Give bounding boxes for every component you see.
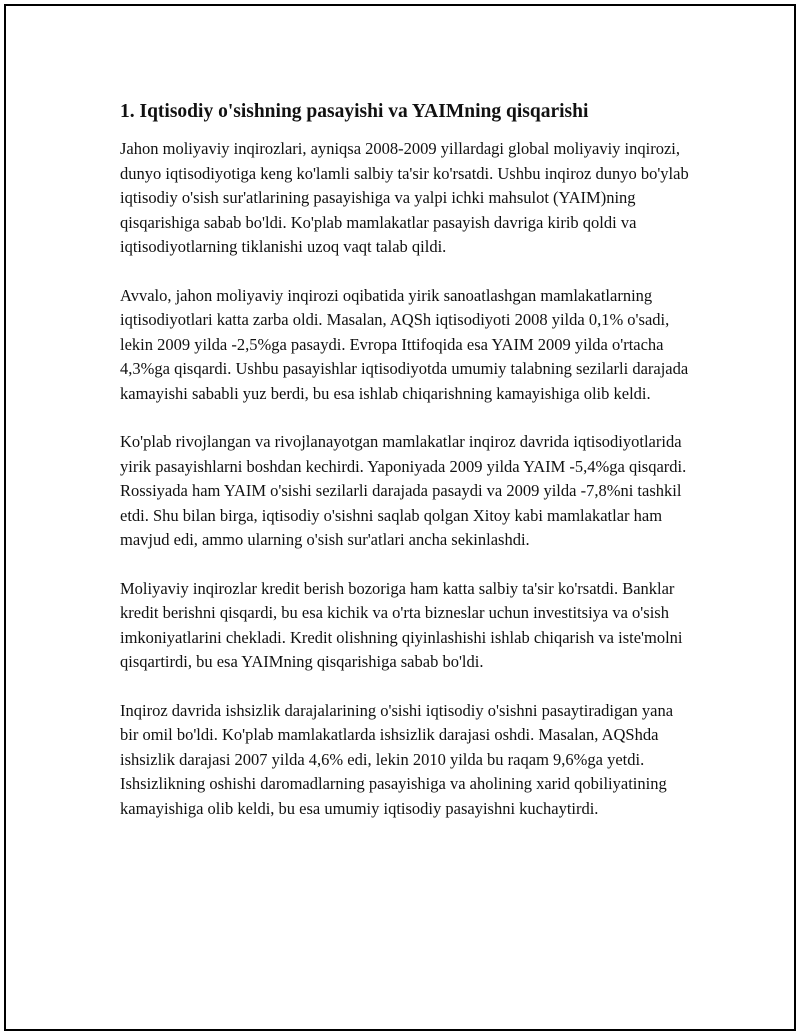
paragraph-3: Ko'plab rivojlangan va rivojlanayotgan mamlakatlar inqiroz davrida iqtisodiyotlarida yirik pasayishlarni boshdan kechirdi. Yaponiyada 2009 yilda YAIM -5,4%ga qisqardi. Rossiyada ham YAIM o'sishi sezilarli darajada pasaydi va 2009 yilda -7,8%ni tashkil etdi. Shu bilan birga, iqtisodiy o'sishni saqlab qolgan Xitoy kabi mamlakatlar ham mavjud edi, ammo ularning o'sish sur'atlari ancha sekinlashdi. <box>120 432 687 549</box>
document-body <box>120 98 692 845</box>
paragraph-2: Avvalo, jahon moliyaviy inqirozi oqibatida yirik sanoatlashgan mamlakatlarning iqtisodiyotlari katta zarba oldi. Masalan, AQSh iqtisodiyoti 2008 yilda 0,1% o'sadi, lekin 2009 yilda -2,5%ga pasaydi. Evropa Ittifoqida esa YAIM 2009 yilda o'rtacha 4,3%ga qisqardi. Ushbu pasayishlar iqtisodiyotda umumiy talabning sezilarli darajada kamayishi sababli yuz berdi, bu esa ishlab chiqarishning kamayishiga olib keldi. <box>120 285 689 403</box>
section-heading: 1. Iqtisodiy o'sishning pasayishi va YAIMning qisqarishi <box>120 101 589 122</box>
document-page <box>4 4 796 1031</box>
paragraph-5: Inqiroz davrida ishsizlik darajalarining o'sishi iqtisodiy o'sishni pasaytiradigan yana bir omil bo'ldi. Ko'plab mamlakatlarda ishsizlik darajasi oshdi. Masalan, AQShda ishsizlik darajasi 2007 yilda 4,6% edi, lekin 2010 yilda bu raqam 9,6%ga yetdi. Ishsizlikning oshishi daromadlarning pasayishiga va aholining xarid qobiliyatining kamayishiga olib keldi, bu esa umumiy iqtisodiy pasayishni kuchaytirdi. <box>120 700 674 818</box>
paragraph-1: Jahon moliyaviy inqirozlari, ayniqsa 2008-2009 yillardagi global moliyaviy inqirozi, dunyo iqtisodiyotiga keng ko'lamli salbiy ta'sir ko'rsatdi. Ushbu inqiroz dunyo bo'ylab iqtisodiy o'sish sur'atlarining pasayishiga va yalpi ichki mahsulot (YAIM)ning qisqarishiga sabab bo'ldi. Ko'plab mamlakatlar pasayish davriga kirib qoldi va iqtisodiyotlarning tiklanishi uzoq vaqt talab qildi. <box>120 139 689 256</box>
paragraph-4: Moliyaviy inqirozlar kredit berish bozoriga ham katta salbiy ta'sir ko'rsatdi. Banklar kredit berishni qisqardi, bu esa kichik va o'rta bizneslar uchun investitsiya va o'sish imkoniyatlarini chekladi. Kredit olishning qiyinlashishi ishlab chiqarish va iste'molni qisqartirdi, bu esa YAIMning qisqarishiga sabab bo'ldi. <box>120 578 683 671</box>
